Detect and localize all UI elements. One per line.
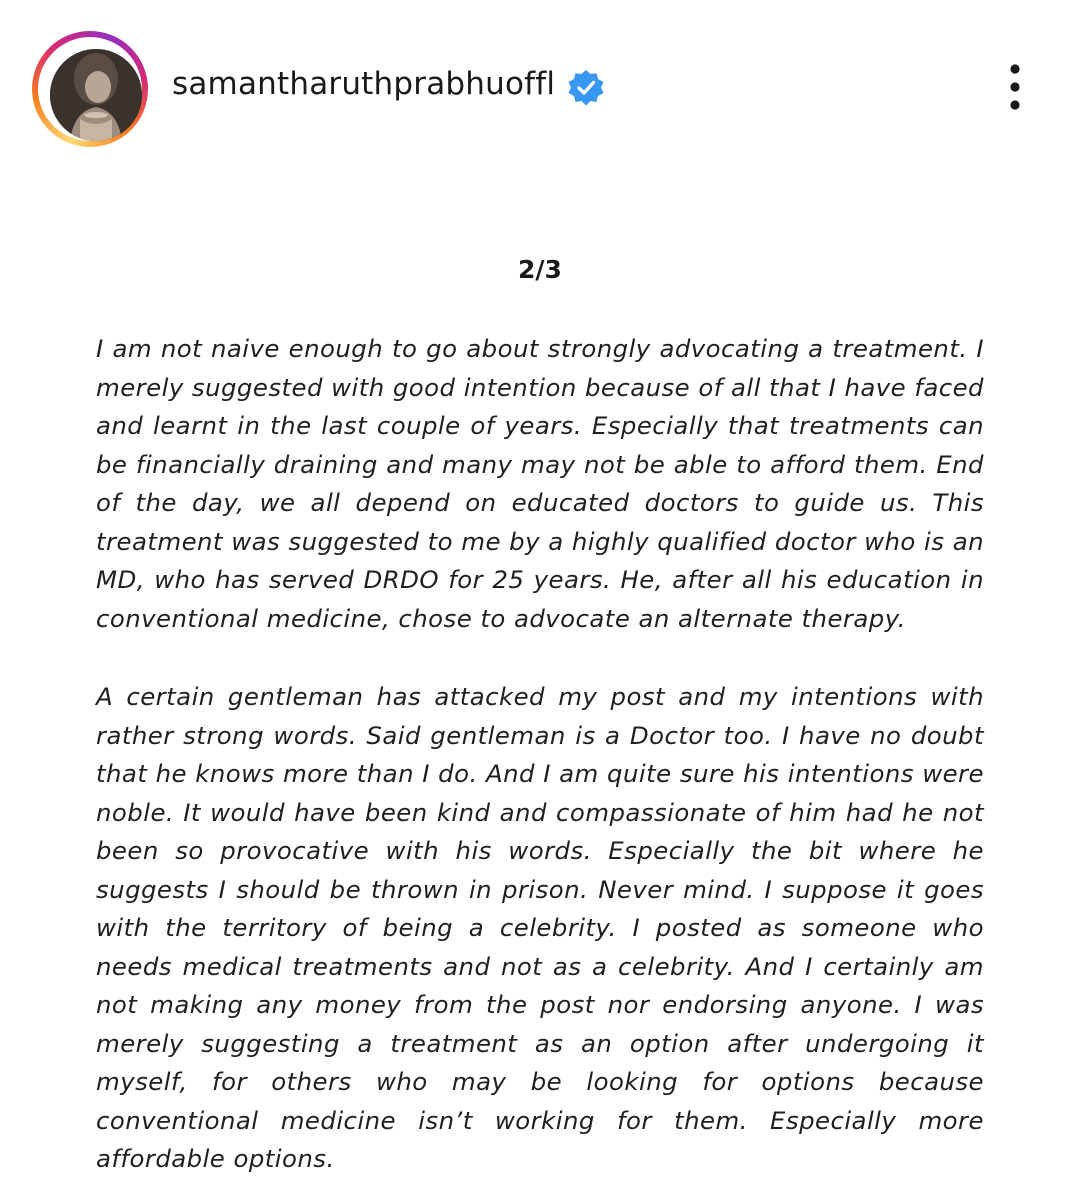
- username[interactable]: samantharuthprabhuoffl: [172, 66, 556, 102]
- avatar-portrait-icon: [50, 49, 142, 141]
- post-header: [0, 0, 1080, 180]
- verified-badge-icon: [566, 68, 606, 108]
- post-paragraph-1: I am not naive enough to go about strongly advocating a treatment. I merely suggested with good intention because of all that I have faced and learnt in the last couple of years. Especially that treatments can be financially draining and many may not be able to afford them. End of the day, we all depend on educated doctors to guide us. This treatment was suggested to me by a highly qualified doctor who is an MD, who has served DRDO for 25 years. He, after all his education in conventional medicine, chose to advocate an alternate therapy.: [96, 334, 984, 633]
- story-ring[interactable]: [32, 31, 148, 147]
- post-paragraph-2: A certain gentleman has attacked my post and my intentions with rather strong words. Said gentleman is a Doctor too. I have no doubt that he knows more than I do. And I am quite sure his intentions were noble. It would have been kind and compassionate of him had he not been so provocative with his words. Especially the bit where he suggests I should be thrown in prison. Never mind. I suppose it goes with the territory of being a celebrity. I posted as someone who needs medical treatments and not as a celebrity. And I certainly am not making any money from the post nor endorsing anyone. I was merely suggesting a treatment as an option after undergoing it myself, for others who may be looking for options because conventional medicine isn’t working for them. Especially more affordable options.: [96, 682, 984, 1173]
- page-indicator: 2/3: [518, 255, 562, 284]
- avatar[interactable]: [50, 49, 142, 141]
- avatar-gap: [38, 37, 142, 141]
- more-vertical-icon[interactable]: [1000, 62, 1030, 112]
